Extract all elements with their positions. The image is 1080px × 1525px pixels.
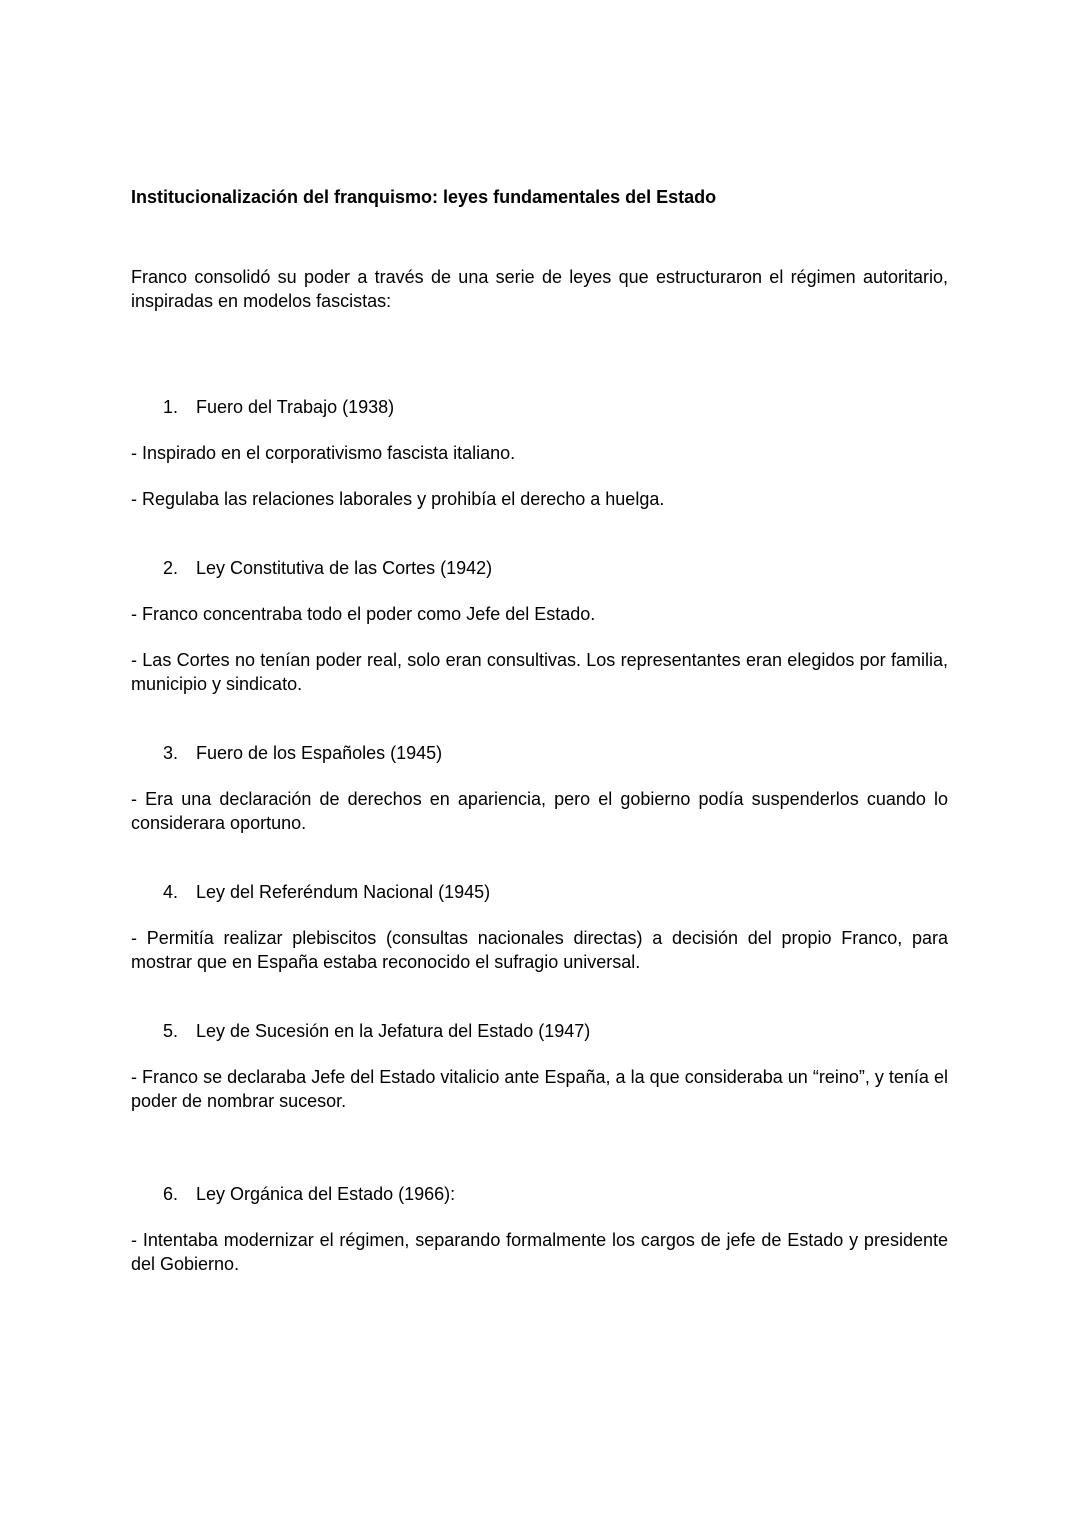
section-paragraph: - Las Cortes no tenían poder real, solo eran consultivas. Los representantes eran elegidos por familia, municipio y sindicato.	[131, 650, 948, 694]
list-number: 3.	[163, 743, 179, 763]
section-heading	[131, 741, 948, 765]
list-number: 6.	[163, 1184, 179, 1204]
section-fuero-del-trabajo	[131, 395, 948, 511]
section-paragraph: - Era una declaración de derechos en apariencia, pero el gobierno podía suspenderlos cuando lo considerara oportuno.	[131, 789, 948, 833]
section-fuero-espanoles	[131, 741, 948, 835]
section-heading	[131, 880, 948, 904]
section-paragraph: - Franco concentraba todo el poder como Jefe del Estado.	[131, 604, 596, 624]
section-ley-constitutiva-cortes	[131, 556, 948, 696]
section-title: Fuero de los Españoles (1945)	[196, 743, 443, 763]
section-title: Fuero del Trabajo (1938)	[196, 397, 395, 417]
section-paragraph: - Intentaba modernizar el régimen, separando formalmente los cargos de jefe de Estado y presidente del Gobierno.	[131, 1230, 948, 1274]
section-paragraph: - Inspirado en el corporativismo fascista italiano.	[131, 443, 516, 463]
section-title: Ley del Referéndum Nacional (1945)	[196, 882, 491, 902]
list-number: 1.	[163, 397, 179, 417]
list-number: 2.	[163, 558, 179, 578]
section-ley-sucesion	[131, 1019, 948, 1113]
list-number: 4.	[163, 882, 179, 902]
section-paragraph: - Franco se declaraba Jefe del Estado vitalicio ante España, a la que consideraba un “reino”, y tenía el poder de nombrar sucesor.	[131, 1067, 948, 1111]
section-heading	[131, 1019, 948, 1043]
section-ley-referendum	[131, 880, 948, 974]
section-title: Ley Constitutiva de las Cortes (1942)	[196, 558, 493, 578]
section-ley-organica	[131, 1182, 948, 1276]
section-paragraph: - Regulaba las relaciones laborales y prohibía el derecho a huelga.	[131, 489, 665, 509]
document-title: Institucionalización del franquismo: leyes fundamentales del Estado	[131, 187, 717, 207]
document-page	[131, 185, 948, 1276]
section-paragraph: - Permitía realizar plebiscitos (consultas nacionales directas) a decisión del propio Franco, para mostrar que en España estaba reconocido el sufragio universal.	[131, 928, 948, 972]
intro-paragraph: Franco consolidó su poder a través de una serie de leyes que estructuraron el régimen autoritario, inspiradas en modelos fascistas:	[131, 267, 948, 311]
list-number: 5.	[163, 1021, 179, 1041]
section-heading	[131, 395, 948, 419]
section-title: Ley de Sucesión en la Jefatura del Estado (1947)	[196, 1021, 591, 1041]
section-title: Ley Orgánica del Estado (1966):	[196, 1184, 456, 1204]
section-heading	[131, 1182, 948, 1206]
section-heading	[131, 556, 948, 580]
